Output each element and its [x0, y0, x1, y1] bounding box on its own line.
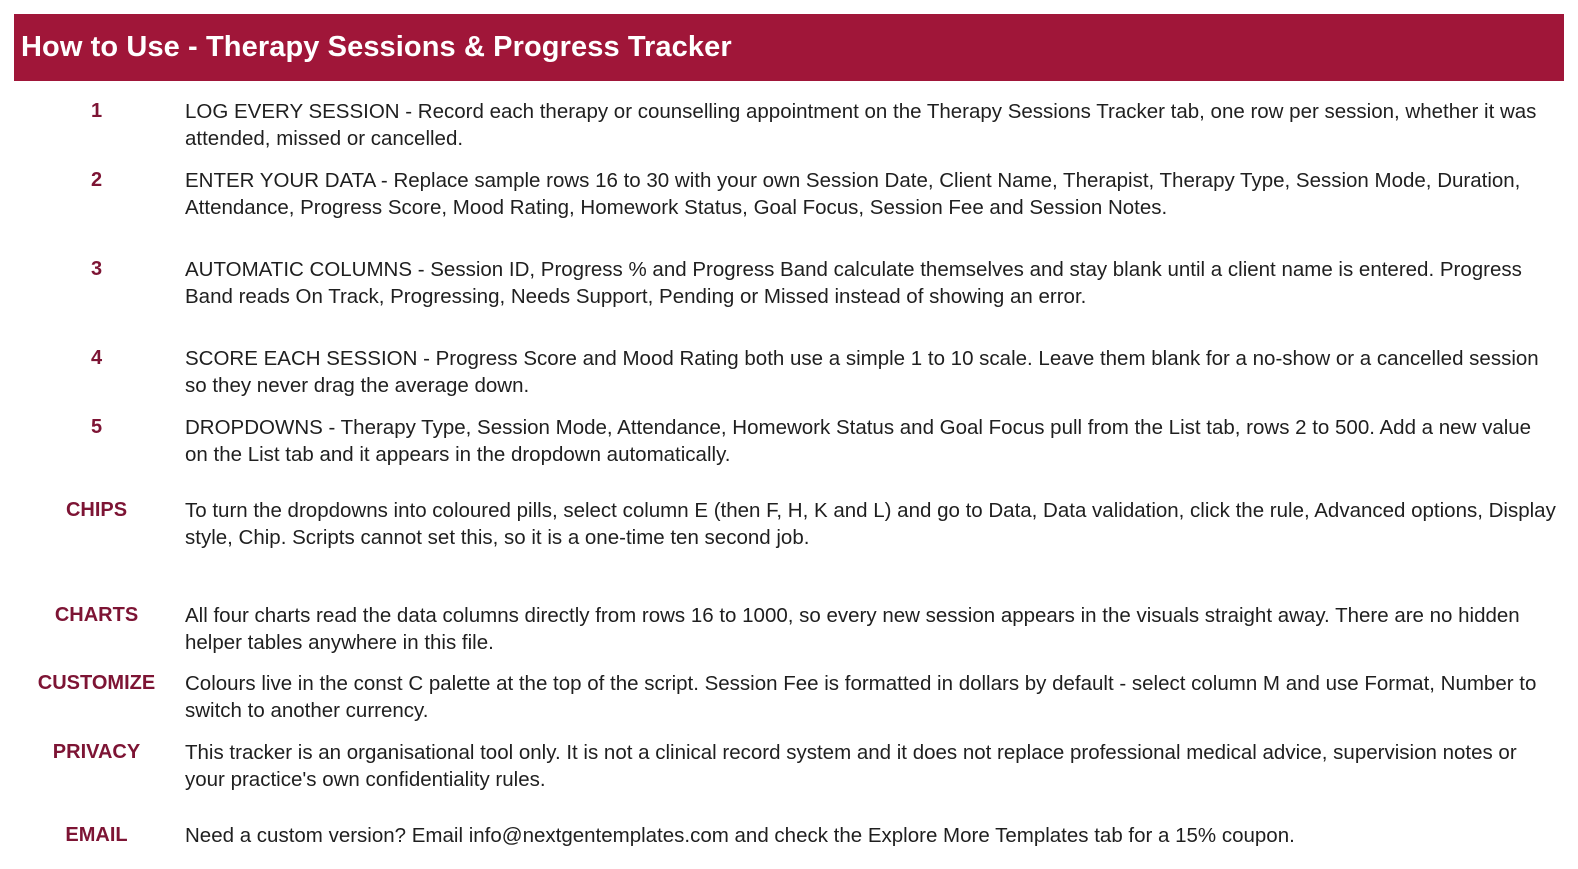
step-text: LOG EVERY SESSION - Record each therapy or counselling appointment on the Therapy Sessions Tracker tab, one row per session, whether it was attended, missed or cancelled. [185, 100, 1537, 150]
instruction-row-5 [14, 414, 1564, 468]
title-bar [14, 14, 1564, 81]
instruction-row-3 [14, 256, 1564, 310]
step-text: Colours live in the const C palette at the top of the script. Session Fee is formatted in dollars by default - select column M and use Format, Number to switch to another currency. [185, 672, 1537, 722]
step-label: CUSTOMIZE [37, 672, 156, 694]
step-label: 2 [90, 169, 103, 191]
step-label: PRIVACY [52, 741, 141, 763]
instruction-row-email [14, 822, 1564, 849]
page-title: How to Use - Therapy Sessions & Progress Tracker [21, 31, 732, 63]
instruction-row-customize [14, 670, 1564, 724]
instruction-row-1 [14, 98, 1564, 152]
step-text: ENTER YOUR DATA - Replace sample rows 16 to 30 with your own Session Date, Client Name, Therapist, Therapy Type, Session Mode, Duration, Attendance, Progress Score, Mood Rating, Homework Status, Goal Focus, Session Fee and Session Notes. [185, 169, 1521, 219]
instruction-row-4 [14, 345, 1564, 399]
step-text: SCORE EACH SESSION - Progress Score and Mood Rating both use a simple 1 to 10 scale. Leave them blank for a no-show or a cancelled session so they never drag the average down. [185, 347, 1539, 397]
step-label: 5 [90, 416, 103, 438]
step-text: Need a custom version? Email info@nextgentemplates.com and check the Explore More Templates tab for a 15% coupon. [185, 824, 1295, 847]
step-label: EMAIL [65, 824, 128, 846]
step-label: 1 [90, 100, 103, 122]
step-text: DROPDOWNS - Therapy Type, Session Mode, Attendance, Homework Status and Goal Focus pull from the List tab, rows 2 to 500. Add a new value on the List tab and it appears in the dropdown automatically. [185, 416, 1532, 466]
step-label: CHIPS [65, 499, 128, 521]
step-label: 3 [90, 258, 103, 280]
step-text: AUTOMATIC COLUMNS - Session ID, Progress % and Progress Band calculate themselves and stay blank until a client name is entered. Progress Band reads On Track, Progressing, Needs Support, Pending or Missed instead of showing an error. [185, 258, 1522, 308]
step-text: This tracker is an organisational tool only. It is not a clinical record system and it does not replace professional medical advice, supervision notes or your practice's own confidentiality rules. [185, 741, 1517, 791]
step-label: CHARTS [54, 604, 139, 626]
instruction-row-2 [14, 167, 1564, 221]
instruction-row-charts [14, 602, 1564, 656]
step-label: 4 [90, 347, 103, 369]
step-text: All four charts read the data columns directly from rows 16 to 1000, so every new session appears in the visuals straight away. There are no hidden helper tables anywhere in this file. [185, 604, 1520, 654]
instruction-row-chips [14, 497, 1564, 551]
instruction-row-privacy [14, 739, 1564, 793]
step-text: To turn the dropdowns into coloured pills, select column E (then F, H, K and L) and go to Data, Data validation, click the rule, Advanced options, Display style, Chip. Scripts cannot set this, so it is a one-time ten second job. [185, 499, 1556, 549]
